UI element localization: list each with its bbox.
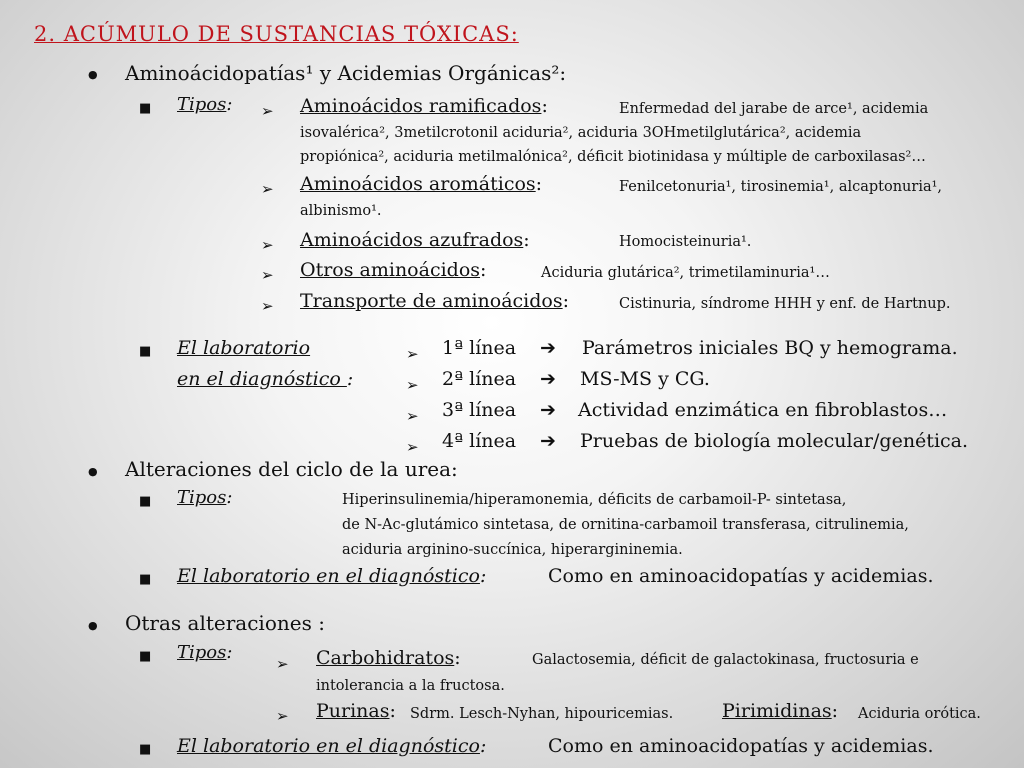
linea-3: 3ª línea xyxy=(442,399,517,421)
tipo-carbohidratos: Carbohidratos: xyxy=(316,647,461,669)
azufrados-line1: Homocisteinuria¹. xyxy=(619,234,752,250)
square-bullet-icon: ■ xyxy=(139,572,152,587)
square-bullet-icon: ■ xyxy=(139,494,152,509)
otros-line1: Aciduria glutárica², trimetilaminuria¹… xyxy=(541,265,830,281)
arrow-icon: ➔ xyxy=(540,337,556,359)
arrow-icon: ➔ xyxy=(540,368,556,390)
urea-line3: aciduria arginino-succínica, hiperargininemia. xyxy=(342,542,683,558)
chevron-icon: ➢ xyxy=(261,236,274,254)
lab-label-2: El laboratorio en el diagnóstico: xyxy=(177,565,487,587)
arrow-icon: ➔ xyxy=(540,430,556,452)
linea-2-text: MS-MS y CG. xyxy=(580,368,710,390)
lab-text-2: Como en aminoacidopatías y acidemias. xyxy=(548,565,934,587)
lab-text-3: Como en aminoacidopatías y acidemias. xyxy=(548,735,934,757)
square-bullet-icon: ■ xyxy=(139,649,152,664)
urea-line2: de N-Ac-glutámico sintetasa, de ornitina-carbamoil transferasa, citrulinemia, xyxy=(342,517,909,533)
carbo-line2: intolerancia a la fructosa. xyxy=(316,678,505,694)
chevron-icon: ➢ xyxy=(406,345,419,363)
chevron-icon: ➢ xyxy=(261,266,274,284)
linea-1-text: Parámetros iniciales BQ y hemograma. xyxy=(582,337,958,359)
ramificados-line2: isovalérica², 3metilcrotonil aciduria², aciduria 3OHmetilglutárica², acidemia xyxy=(300,125,862,141)
tipo-aromaticos: Aminoácidos aromáticos: xyxy=(300,173,543,195)
tipo-purinas: Purinas: xyxy=(316,700,396,722)
square-bullet-icon: ■ xyxy=(139,101,152,116)
aromaticos-line2: albinismo¹. xyxy=(300,203,382,219)
carbo-line1: Galactosemia, déficit de galactokinasa, fructosuria e xyxy=(532,652,919,668)
tipo-azufrados: Aminoácidos azufrados: xyxy=(300,229,530,251)
lab-label-1a: El laboratorio xyxy=(177,337,311,359)
ramificados-line1: Enfermedad del jarabe de arce¹, acidemia xyxy=(619,101,929,117)
purinas-text: Sdrm. Lesch-Nyhan, hipouricemias. xyxy=(410,706,674,722)
tipo-transporte: Transporte de aminoácidos: xyxy=(300,290,570,312)
tipo-ramificados: Aminoácidos ramificados: xyxy=(300,95,548,117)
chevron-icon: ➢ xyxy=(406,407,419,425)
lab-label-3: El laboratorio en el diagnóstico: xyxy=(177,735,487,757)
tipos-label-2: Tipos: xyxy=(177,487,233,508)
section1-heading: Aminoácidopatías¹ y Acidemias Orgánicas²: xyxy=(125,61,567,85)
tipo-pirimidinas: Pirimidinas: xyxy=(722,700,839,722)
tipos-label-3: Tipos: xyxy=(177,642,233,663)
bullet-icon: ● xyxy=(88,68,98,81)
tipos-label-1: Tipos: xyxy=(177,94,233,115)
chevron-icon: ➢ xyxy=(261,297,274,315)
urea-line1: Hiperinsulinemia/hiperamonemia, déficits de carbamoil-P- sintetasa, xyxy=(342,492,847,508)
arrow-icon: ➔ xyxy=(540,399,556,421)
tipo-otros: Otros aminoácidos: xyxy=(300,259,487,281)
square-bullet-icon: ■ xyxy=(139,344,152,359)
chevron-icon: ➢ xyxy=(276,655,289,673)
linea-2: 2ª línea xyxy=(442,368,517,390)
square-bullet-icon: ■ xyxy=(139,742,152,757)
chevron-icon: ➢ xyxy=(406,376,419,394)
linea-4-text: Pruebas de biología molecular/genética. xyxy=(580,430,969,452)
chevron-icon: ➢ xyxy=(276,707,289,725)
chevron-icon: ➢ xyxy=(261,102,274,120)
bullet-icon: ● xyxy=(88,619,98,632)
bullet-icon: ● xyxy=(88,465,98,478)
ramificados-line3: propiónica², aciduria metilmalónica², déficit biotinidasa y múltiple de carboxilasas²… xyxy=(300,149,926,165)
chevron-icon: ➢ xyxy=(261,180,274,198)
transporte-line1: Cistinuria, síndrome HHH y enf. de Hartnup. xyxy=(619,296,951,312)
linea-4: 4ª línea xyxy=(442,430,517,452)
chevron-icon: ➢ xyxy=(406,438,419,456)
section3-heading: Otras alteraciones : xyxy=(125,611,325,635)
linea-3-text: Actividad enzimática en fibroblastos… xyxy=(578,399,948,421)
lab-label-1b: en el diagnóstico : xyxy=(177,368,354,390)
slide-title: 2. ACÚMULO DE SUSTANCIAS TÓXICAS: xyxy=(34,22,519,46)
linea-1: 1ª línea xyxy=(442,337,517,359)
section2-heading: Alteraciones del ciclo de la urea: xyxy=(125,457,458,481)
pirimidinas-text: Aciduria orótica. xyxy=(858,706,981,722)
aromaticos-line1: Fenilcetonuria¹, tirosinemia¹, alcaptonuria¹, xyxy=(619,179,943,195)
